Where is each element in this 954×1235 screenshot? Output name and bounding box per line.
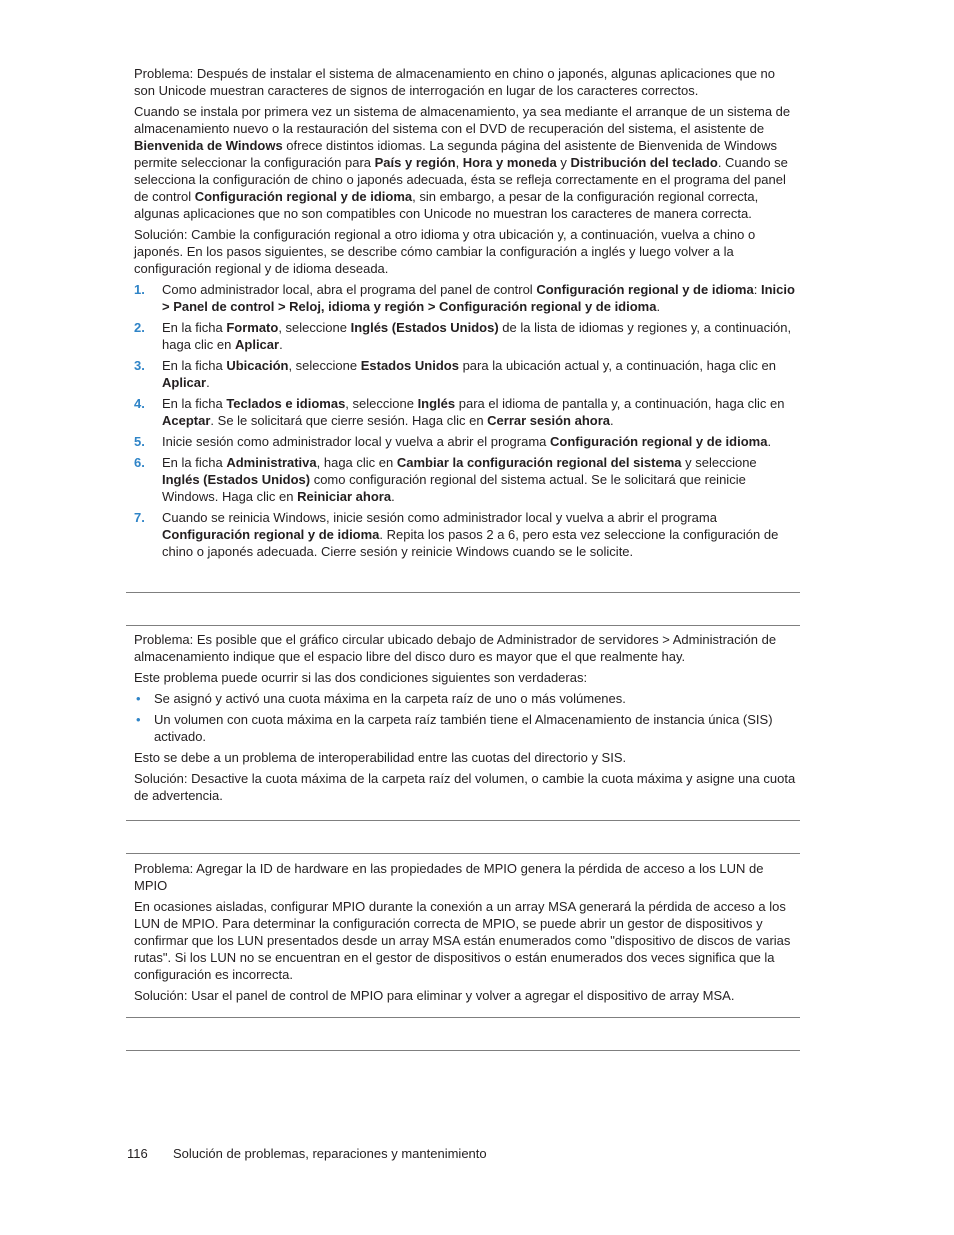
page-footer [127,1145,487,1162]
section-divider [126,853,800,854]
bold-term: Formato [226,320,279,335]
section-mpio [134,860,796,1008]
section-divider [126,820,800,821]
bold-term: Inglés [417,396,456,411]
text-run: . [279,337,283,352]
section-divider [126,625,800,626]
bold-term: Administrativa [226,455,317,470]
text-run: , seleccione [288,358,361,373]
bullet-text: Se asignó y activó una cuota máxima en la carpeta raíz de uno o más volúmenes. [154,691,626,706]
step-number: 5. [134,434,145,449]
bullet-marker: • [136,712,141,727]
bold-term: Configuración regional y de idioma [194,189,413,204]
text-run: y [556,155,571,170]
chapter-title: Solución de problemas, reparaciones y mantenimiento [173,1146,487,1161]
bullet-text: Un volumen con cuota máxima en la carpeta raíz también tiene el Almacenamiento de instancia única (SIS) activado. [154,712,773,744]
text-run: . [610,413,614,428]
bold-term: País y región [374,155,456,170]
text-run: , seleccione [345,396,418,411]
bold-term: Inglés (Estados Unidos) [162,472,311,487]
solution-text: Solución: Desactive la cuota máxima de la carpeta raíz del volumen, o cambie la cuota máxima y asigne una cuota de advertencia. [134,771,796,803]
cause-text: Esto se debe a un problema de interoperabilidad entre las cuotas del directorio y SIS. [134,750,627,765]
text-run: , [455,155,463,170]
bullet-item [134,690,796,707]
bold-term: Configuración regional y de idioma [162,527,380,542]
text-run: En la ficha [162,358,227,373]
text-run: como configuración regional del sistema actual. Se le solicitará que reinicie Windows. Haga clic en [162,472,746,504]
text-run: Como administrador local, abra el programa del panel de control [162,282,537,297]
intro-paragraph [134,103,796,222]
text-run: para la ubicación actual y, a continuación, haga clic en [458,358,776,373]
detail-text: En ocasiones aisladas, configurar MPIO durante la conexión a un array MSA generará la pérdida de acceso a los LUN de MPIO. Para determinar la configuración correcta de MPIO, se puede abrir un gestor de dispositivos y confirmar que los LUN presentados desde un array MSA están enumerados como "dispositivo de discos de varias rutas". Si los LUN no se encuentran en el gestor de dispositivos o están enumerados dos veces significa que la configuración es incorrecta. [134,899,791,982]
step-number: 7. [134,510,145,525]
text-run: de la lista de idiomas y regiones y, a continuación, haga clic en [162,320,792,352]
bold-term: Cambiar la configuración regional del sistema [396,455,682,470]
bullet-item [134,711,796,745]
text-run: y seleccione [681,455,757,470]
problem-text: Problema: Agregar la ID de hardware en las propiedades de MPIO genera la pérdida de acceso a los LUN de MPIO [134,861,764,893]
step-item [134,395,796,429]
text-run: para el idioma de pantalla y, a continuación, haga clic en [455,396,785,411]
text-run: , haga clic en [316,455,397,470]
bold-term: Estados Unidos [360,358,459,373]
problem-text: Problema: Después de instalar el sistema de almacenamiento en chino o japonés, algunas aplicaciones que no son Unicode muestran caracteres de signos de interrogación en lugar de los caracteres correctos. [134,66,776,98]
bold-term: Teclados e idiomas [226,396,346,411]
bold-term: Configuración regional y de idioma [536,282,754,297]
section-divider [126,1017,800,1018]
step-number: 3. [134,358,145,373]
text-run: . Se le solicitará que cierre sesión. Haga clic en [210,413,488,428]
bold-term: Bienvenida de Windows [134,138,283,153]
step-number: 6. [134,455,145,470]
text-run: En la ficha [162,455,227,470]
text-run: Inicie sesión como administrador local y vuelva a abrir el programa [162,434,551,449]
bullet-marker: • [136,691,141,706]
text-run: , sin embargo, a pesar de la configuración regional correcta, algunas aplicaciones que no son compatibles con Unicode no muestran los caracteres de manera correcta. [134,189,759,221]
section-chinese-japanese-locale [134,65,796,564]
bold-term: Inglés (Estados Unidos) [350,320,499,335]
step-item [134,433,796,450]
bold-term: Aceptar [162,413,211,428]
bold-term: Inicio > Panel de control > Reloj, idioma y región > Configuración regional y de idioma [162,282,795,314]
text-run: . Cuando se selecciona la configuración de chino o japonés adecuada, ésta se refleja correctamente en el programa del panel de control [134,155,788,204]
bold-term: Reiniciar ahora [297,489,392,504]
section-divider [126,1050,800,1051]
step-item [134,509,796,560]
text-run: . [767,434,772,449]
step-item [134,281,796,315]
text-run: En la ficha [162,396,227,411]
bold-term: Distribución del teclado [570,155,718,170]
text-run: Cuando se instala por primera vez un sistema de almacenamiento, ya sea mediante el arranque de un sistema de almacenamiento nuevo o la restauración del sistema con el DVD de recuperación del sistema, el asistente de [134,104,791,136]
step-item [134,454,796,505]
text-run: , seleccione [278,320,351,335]
problem-text: Problema: Es posible que el gráfico circular ubicado debajo de Administrador de servidores > Administración de almacenamiento indique que el espacio libre del disco duro es mayor que el que realmente hay. [134,632,777,664]
step-number: 2. [134,320,145,335]
text-run: En la ficha [162,320,227,335]
bold-term: Configuración regional y de idioma [550,434,768,449]
step-number: 4. [134,396,145,411]
bold-term: Ubicación [226,358,289,373]
steps-list [134,281,796,560]
section-disk-quota [134,631,796,808]
bold-term: Aplicar [162,375,207,390]
text-run: Cuando se reinicia Windows, inicie sesión como administrador local y vuelva a abrir el programa [162,510,717,525]
text-run: ofrece distintos idiomas. La segunda página del asistente de Bienvenida de Windows permite seleccionar la configuración para [134,138,777,170]
conditions-list [134,690,796,745]
step-item [134,357,796,391]
text-run: . Repita los pasos 2 a 6, pero esta vez seleccione la configuración de chino o japonés adecuada. Cierre sesión y reinicie Windows cuando se le solicite. [162,527,779,559]
bold-term: Aplicar [235,337,280,352]
bold-term: Hora y moneda [462,155,557,170]
page-number: 116 [127,1146,148,1161]
step-item [134,319,796,353]
bold-term: Cerrar sesión ahora [487,413,611,428]
solution-text: Solución: Cambie la configuración regional a otro idioma y otra ubicación y, a continuación, vuelva a chino o japonés. En los pasos siguientes, se describe cómo cambiar la configuración a inglés y luego volver a la configuración regional y de idioma deseada. [134,227,756,276]
step-number: 1. [134,282,145,297]
text-run: . [391,489,395,504]
section-divider [126,592,800,593]
text-run: . [206,375,210,390]
text-run: . [656,299,661,314]
text-run: : [753,282,761,297]
conditions-text: Este problema puede ocurrir si las dos condiciones siguientes son verdaderas: [134,670,588,685]
solution-text: Solución: Usar el panel de control de MPIO para eliminar y volver a agregar el dispositivo de array MSA. [134,988,735,1003]
